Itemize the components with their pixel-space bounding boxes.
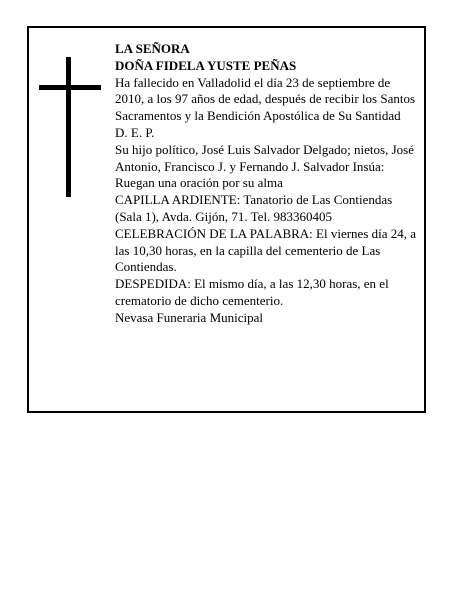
celebration-info: CELEBRACIÓN DE LA PALABRA: El viernes día 24, a las 10,30 horas, en la capilla del cementerio de Las Contiendas.: [115, 225, 417, 275]
funeral-home: Nevasa Funeraria Municipal: [115, 309, 264, 325]
farewell-info: DESPEDIDA: El mismo día, a las 12,30 horas, en el crematorio de dicho cementerio.: [115, 276, 389, 308]
dep-line: D. E. P.: [115, 124, 155, 140]
prayer-request: Ruegan una oración por su alma: [115, 175, 283, 191]
cross-vertical-bar: [66, 57, 71, 197]
latin-cross-icon: [39, 57, 101, 197]
notice-title-line1: LA SEÑORA: [115, 41, 190, 56]
death-announcement: Ha fallecido en Valladolid el día 23 de septiembre de 2010, a los 97 años de edad, después de recibir los Santos Sacramentos y la Bendición Apostólica de Su Santidad: [115, 74, 416, 124]
chapel-info: CAPILLA ARDIENTE: Tanatorio de Las Contiendas (Sala 1), Avda. Gijón, 71. Tel. 983360405: [115, 192, 393, 224]
notice-text: [115, 41, 417, 327]
deceased-name: DOÑA FIDELA YUSTE PEÑAS: [115, 57, 297, 73]
family-list: Su hijo político, José Luis Salvador Delgado; nietos, José Antonio, Francisco J. y Fernando J. Salvador Insúa:: [115, 141, 414, 174]
cross-horizontal-bar: [39, 85, 101, 90]
obituary-notice: [27, 26, 426, 413]
